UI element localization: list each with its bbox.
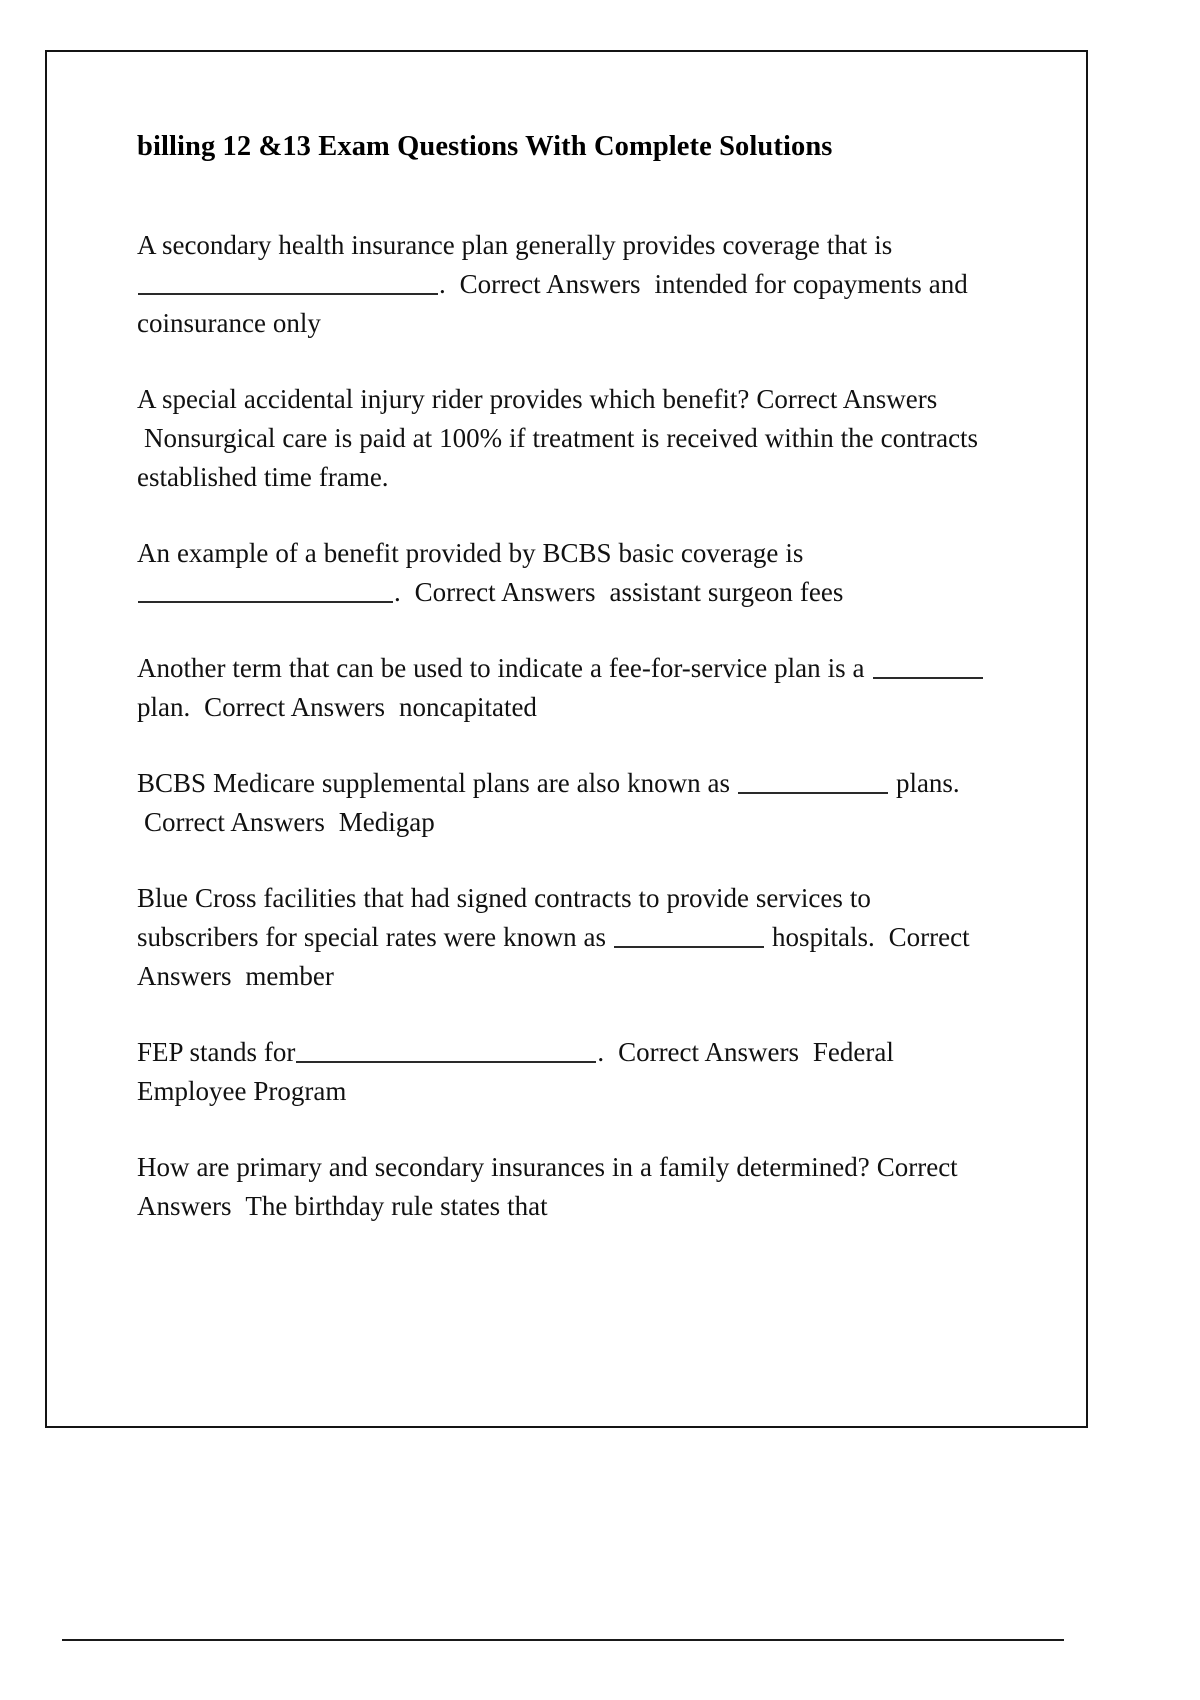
qa-block-primary-secondary-family-determination	[137, 1148, 999, 1226]
qa-block-fee-for-service-plan-term	[137, 649, 999, 727]
answer-text: Medigap	[338, 807, 435, 838]
answer-label: Correct Answers	[204, 692, 386, 723]
question-tail: plan.	[137, 692, 191, 723]
bottom-rule-divider	[62, 1639, 1064, 1641]
answer-text: member	[245, 961, 334, 992]
answer-label: Correct Answers	[618, 1037, 799, 1068]
answer-blank	[738, 767, 888, 794]
question-text: Another term that can be used to indicate a fee-for-service plan is a	[137, 653, 865, 684]
document-frame	[45, 50, 1088, 1428]
qa-block-special-accidental-injury-rider	[137, 380, 999, 497]
qa-block-bcbs-medicare-supplemental-plans	[137, 764, 999, 842]
question-tail: .	[394, 577, 401, 608]
answer-blank	[138, 268, 438, 295]
qa-block-bcbs-basic-coverage-benefit	[137, 534, 999, 612]
answer-label: Correct Answers	[137, 1152, 958, 1222]
answer-label: Correct Answers	[459, 269, 641, 300]
question-text: FEP stands for	[137, 1037, 296, 1068]
question-text: A special accidental injury rider provides which benefit?	[137, 384, 750, 415]
answer-label: Correct Answers	[143, 807, 325, 838]
question-text: How are primary and secondary insurances in a family determined?	[137, 1152, 870, 1183]
answer-text: Federal Employee Program	[137, 1037, 894, 1107]
answer-blank	[614, 921, 764, 948]
answer-blank	[296, 1036, 596, 1063]
document-body	[137, 130, 999, 1226]
question-tail: .	[597, 1037, 605, 1068]
question-tail: .	[439, 269, 446, 300]
answer-text: The birthday rule states that	[245, 1191, 548, 1222]
answer-text: intended for copayments and coinsurance only	[137, 269, 968, 339]
question-tail: plans.	[895, 768, 960, 799]
answer-label: Correct Answers	[137, 922, 970, 992]
question-text: Blue Cross facilities that had signed contracts to provide services to subscribers for special rates were known as	[137, 883, 871, 953]
qa-block-blue-cross-contracted-facilities	[137, 879, 999, 996]
question-text: BCBS Medicare supplemental plans are also known as	[137, 768, 731, 799]
answer-text: assistant surgeon fees	[609, 577, 844, 608]
question-text: A secondary health insurance plan generally provides coverage that is	[137, 230, 893, 261]
answer-label: Correct Answers	[756, 384, 938, 415]
page-title: billing 12 &13 Exam Questions With Complete Solutions	[137, 131, 833, 162]
answer-text: Nonsurgical care is paid at 100% if treatment is received within the contracts established time frame.	[137, 423, 979, 493]
qa-list	[137, 226, 999, 1226]
answer-text: noncapitated	[398, 692, 537, 723]
qa-block-fep-acronym	[137, 1033, 999, 1111]
answer-blank	[873, 652, 983, 679]
qa-block-secondary-health-insurance-plan	[137, 226, 999, 343]
question-text: An example of a benefit provided by BCBS basic coverage is	[137, 538, 804, 569]
answer-blank	[138, 576, 393, 603]
answer-label: Correct Answers	[414, 577, 596, 608]
question-tail: hospitals.	[771, 922, 875, 953]
